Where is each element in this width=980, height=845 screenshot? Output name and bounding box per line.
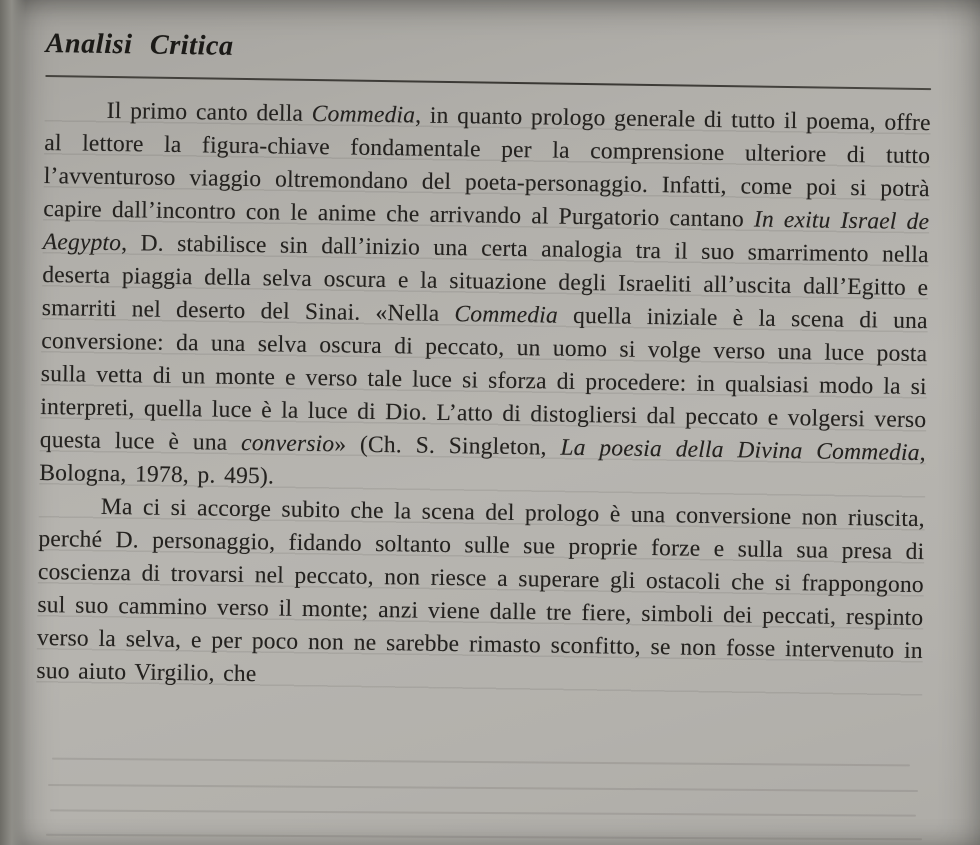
text-run: quella iniziale è la scena di una conversione: da una selva oscura di peccato, un uomo si volge verso una luce posta sulla vetta di un monte e verso tale luce si sforza di procedere: in qualsiasi modo la si interpreti, quella luce è la luce di Dio. L’atto di distogliersi dal peccato e volgersi verso questa luce è una bbox=[39, 302, 928, 456]
text-run-italic: conversio bbox=[240, 429, 335, 458]
text-run: , D. stabilisce sin dall’inizio una certa analogia tra il suo smarrimento nella deserta piaggia della selva oscura e la situazione degli Israeliti all’uscita dall’Egitto e smarriti nel deserto del Sinai. «Nella bbox=[41, 230, 929, 328]
heading-rule bbox=[45, 75, 931, 90]
show-through-line bbox=[48, 784, 918, 792]
text-run-italic: Commedia bbox=[311, 100, 416, 129]
page-content bbox=[36, 28, 932, 701]
paragraph-2 bbox=[36, 490, 925, 701]
text-run: , Bologna, 1978, p. 495). bbox=[39, 440, 926, 490]
show-through-line bbox=[52, 758, 910, 767]
text-run: Il primo canto della bbox=[106, 97, 312, 127]
show-through-line bbox=[50, 809, 916, 816]
show-through-line bbox=[46, 834, 922, 841]
page-title: Analisi Critica bbox=[45, 28, 234, 62]
body-text bbox=[36, 94, 931, 701]
text-run: Ma ci si accorge subito che la scena del prologo è una conversione non riuscita, perché D. personaggio, fidando soltanto sulle sue proprie forze e sulla sua presa di coscienza di trovarsi nel peccato, non riesce a superare gli ostacoli che si frappongono sul suo cammino verso il monte; anzi viene dalle tre fiere, simboli dei peccati, respinto verso la selva, e per poco non ne sarebbe rimasto sconfitto, se non fosse intervenuto in suo aiuto Virgilio, che bbox=[36, 493, 926, 688]
text-run-italic: La poesia della Divina Commedia bbox=[560, 434, 920, 467]
text-run: » (Ch. S. Singleton, bbox=[334, 431, 561, 461]
text-run-italic: Commedia bbox=[454, 301, 559, 329]
paragraph-1 bbox=[39, 94, 931, 503]
text-run-italic: In exitu Israel de Aegypto bbox=[42, 206, 930, 257]
text-run: , in quanto prologo generale di tutto il poema, offre al lettore la figura-chiave fondamentale per la comprensione ulteriore di tutto l’avventuroso viaggio oltremondano del poeta-personaggio. Infatti, come poi si potrà capire dall’incontro con le anime che arrivando al Purgatorio cantano bbox=[43, 102, 931, 233]
page-gutter-shadow bbox=[0, 0, 26, 845]
